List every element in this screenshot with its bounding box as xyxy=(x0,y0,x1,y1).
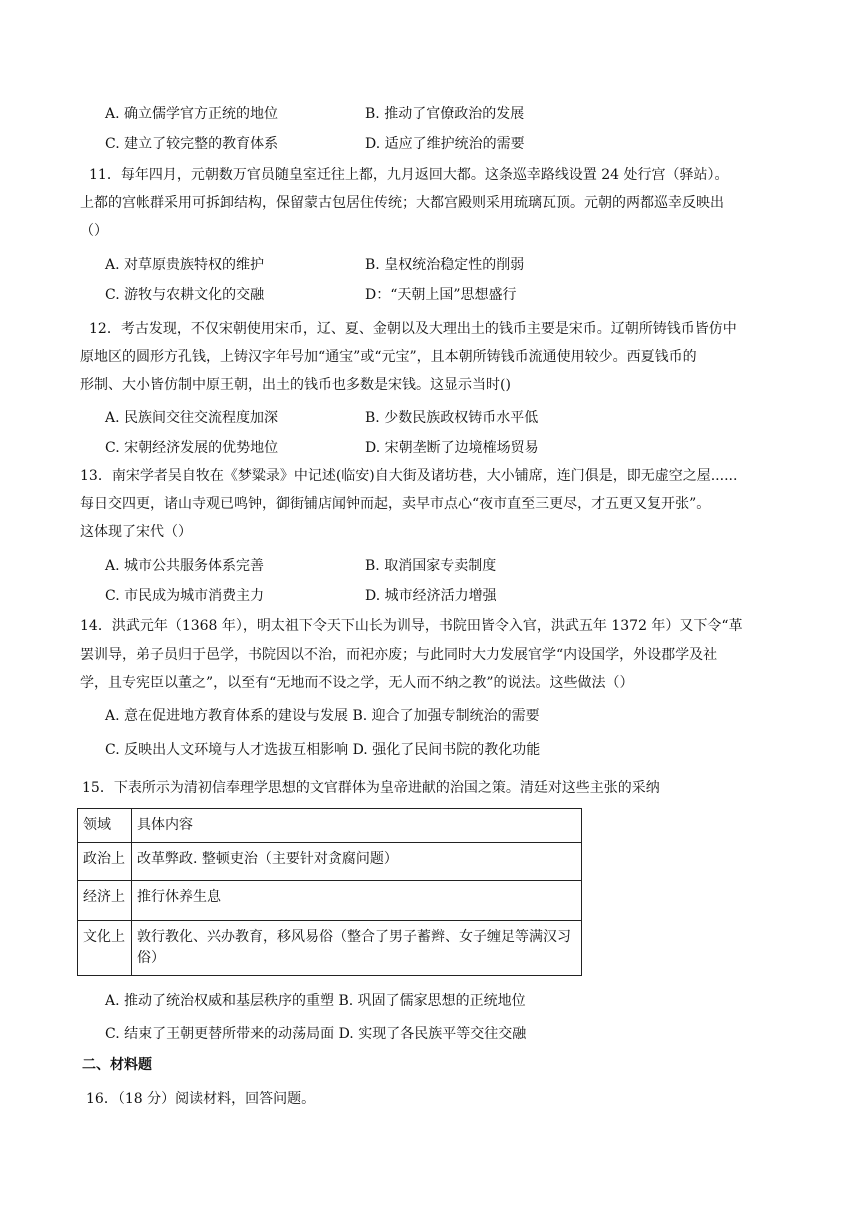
q11-stem-line-3: （） xyxy=(80,223,108,239)
q15-policy-table xyxy=(77,808,582,976)
q13-stem-line-3: 这体现了宋代（） xyxy=(80,524,192,540)
q10-option-c: C. 建立了较完整的教育体系 xyxy=(105,136,279,152)
table-row xyxy=(78,921,582,976)
table-row xyxy=(78,843,582,881)
q12-stem-line-1: 12．考古发现，不仅宋朝使用宋币，辽、夏、金朝以及大理出土的钱币主要是宋币。辽朝所铸钱币皆仿中 xyxy=(89,321,737,337)
table-header-cell: 具体内容 xyxy=(132,809,582,843)
table-cell-domain: 经济上 xyxy=(78,881,132,921)
q11-option-d: D：“天朝上国”思想盛行 xyxy=(365,287,517,303)
q13-stem-line-1: 13．南宋学者吴自牧在《梦粱录》中记述(临安)自大街及诸坊巷，大小铺席，连门俱是，即无虚空之屋...... xyxy=(80,468,738,484)
table-cell-content: 敦行教化、兴办教育，移风易俗（整合了男子蓄辫、女子缠足等满汉习俗） xyxy=(132,921,582,976)
table-header-row xyxy=(78,809,582,843)
table-cell-content: 改革弊政. 整顿吏治（主要针对贪腐问题） xyxy=(132,843,582,881)
q16-stem-line-1: 16．（18 分）阅读材料，回答问题。 xyxy=(86,1091,316,1107)
q13-option-c: C. 市民成为城市消费主力 xyxy=(105,588,265,604)
q12-option-d: D. 宋朝垄断了边境榷场贸易 xyxy=(365,440,539,456)
q12-option-c: C. 宋朝经济发展的优势地位 xyxy=(105,440,279,456)
q15-stem-line-1: 15．下表所示为清初信奉理学思想的文官群体为皇帝进献的治国之策。清廷对这些主张的采纳 xyxy=(82,780,660,796)
q14-options-ab: A. 意在促进地方教育体系的建设与发展 B. 迎合了加强专制统治的需要 xyxy=(105,708,540,724)
q12-stem-line-2: 原地区的圆形方孔钱，上铸汉字年号加“通宝”或“元宝”，且本朝所铸钱币流通使用较少。西夏钱币的 xyxy=(80,349,697,365)
q14-stem-line-2: 罢训导，弟子员归于邑学，书院因以不治，而祀亦废；与此同时大力发展官学“内设国学，外设郡学及社 xyxy=(80,647,718,663)
q14-options-cd: C. 反映出人文环境与人才选拔互相影响 D. 强化了民间书院的教化功能 xyxy=(105,742,541,758)
q15-options-ab: A. 推动了统治权威和基层秩序的重塑 B. 巩固了儒家思想的正统地位 xyxy=(105,993,526,1009)
q12-option-a: A. 民族间交往交流程度加深 xyxy=(105,410,279,426)
q11-stem-line-1: 11．每年四月，元朝数万官员随皇室迁往上都，九月返回大都。这条巡幸路线设置 24 处行宫（驿站）。 xyxy=(89,167,729,183)
q13-stem-line-2: 每日交四更，诸山寺观已鸣钟，御街铺店闻钟而起，卖早市点心“夜市直至三更尽，才五更又复开张”。 xyxy=(80,496,711,512)
q13-option-a: A. 城市公共服务体系完善 xyxy=(105,558,265,574)
table-row xyxy=(78,881,582,921)
table-cell-domain: 政治上 xyxy=(78,843,132,881)
table-cell-content: 推行休养生息 xyxy=(132,881,582,921)
q14-stem-line-3: 学，且专宪臣以董之”，以至有“无地而不设之学，无人而不纳之教”的说法。这些做法（） xyxy=(80,675,634,691)
q11-option-c: C. 游牧与农耕文化的交融 xyxy=(105,287,265,303)
q13-option-b: B. 取消国家专卖制度 xyxy=(365,558,497,574)
q12-stem-line-3: 形制、大小皆仿制中原王朝，出土的钱币也多数是宋钱。这显示当时() xyxy=(80,377,511,393)
q10-option-a: A. 确立儒学官方正统的地位 xyxy=(105,106,279,122)
q11-option-b: B. 皇权统治稳定性的削弱 xyxy=(365,257,525,273)
q15-options-cd: C. 结束了王朝更替所带来的动荡局面 D. 实现了各民族平等交往交融 xyxy=(105,1026,527,1042)
q10-option-b: B. 推动了官僚政治的发展 xyxy=(365,106,525,122)
section-title: 二、材料题 xyxy=(82,1057,152,1073)
q11-stem-line-2: 上都的宫帐群采用可拆卸结构，保留蒙古包居住传统；大都宫殿则采用琉璃瓦顶。元朝的两都巡幸反映出 xyxy=(80,195,724,211)
q11-option-a: A. 对草原贵族特权的维护 xyxy=(105,257,265,273)
q12-option-b: B. 少数民族政权铸币水平低 xyxy=(365,410,539,426)
table-header-cell: 领域 xyxy=(78,809,132,843)
q10-option-d: D. 适应了维护统治的需要 xyxy=(365,136,525,152)
table-cell-domain: 文化上 xyxy=(78,921,132,976)
q14-stem-line-1: 14．洪武元年（1368 年），明太祖下令天下山长为训导，书院田皆令入官，洪武五年 1372 年）又下令“革 xyxy=(80,618,743,634)
q13-option-d: D. 城市经济活力增强 xyxy=(365,588,497,604)
